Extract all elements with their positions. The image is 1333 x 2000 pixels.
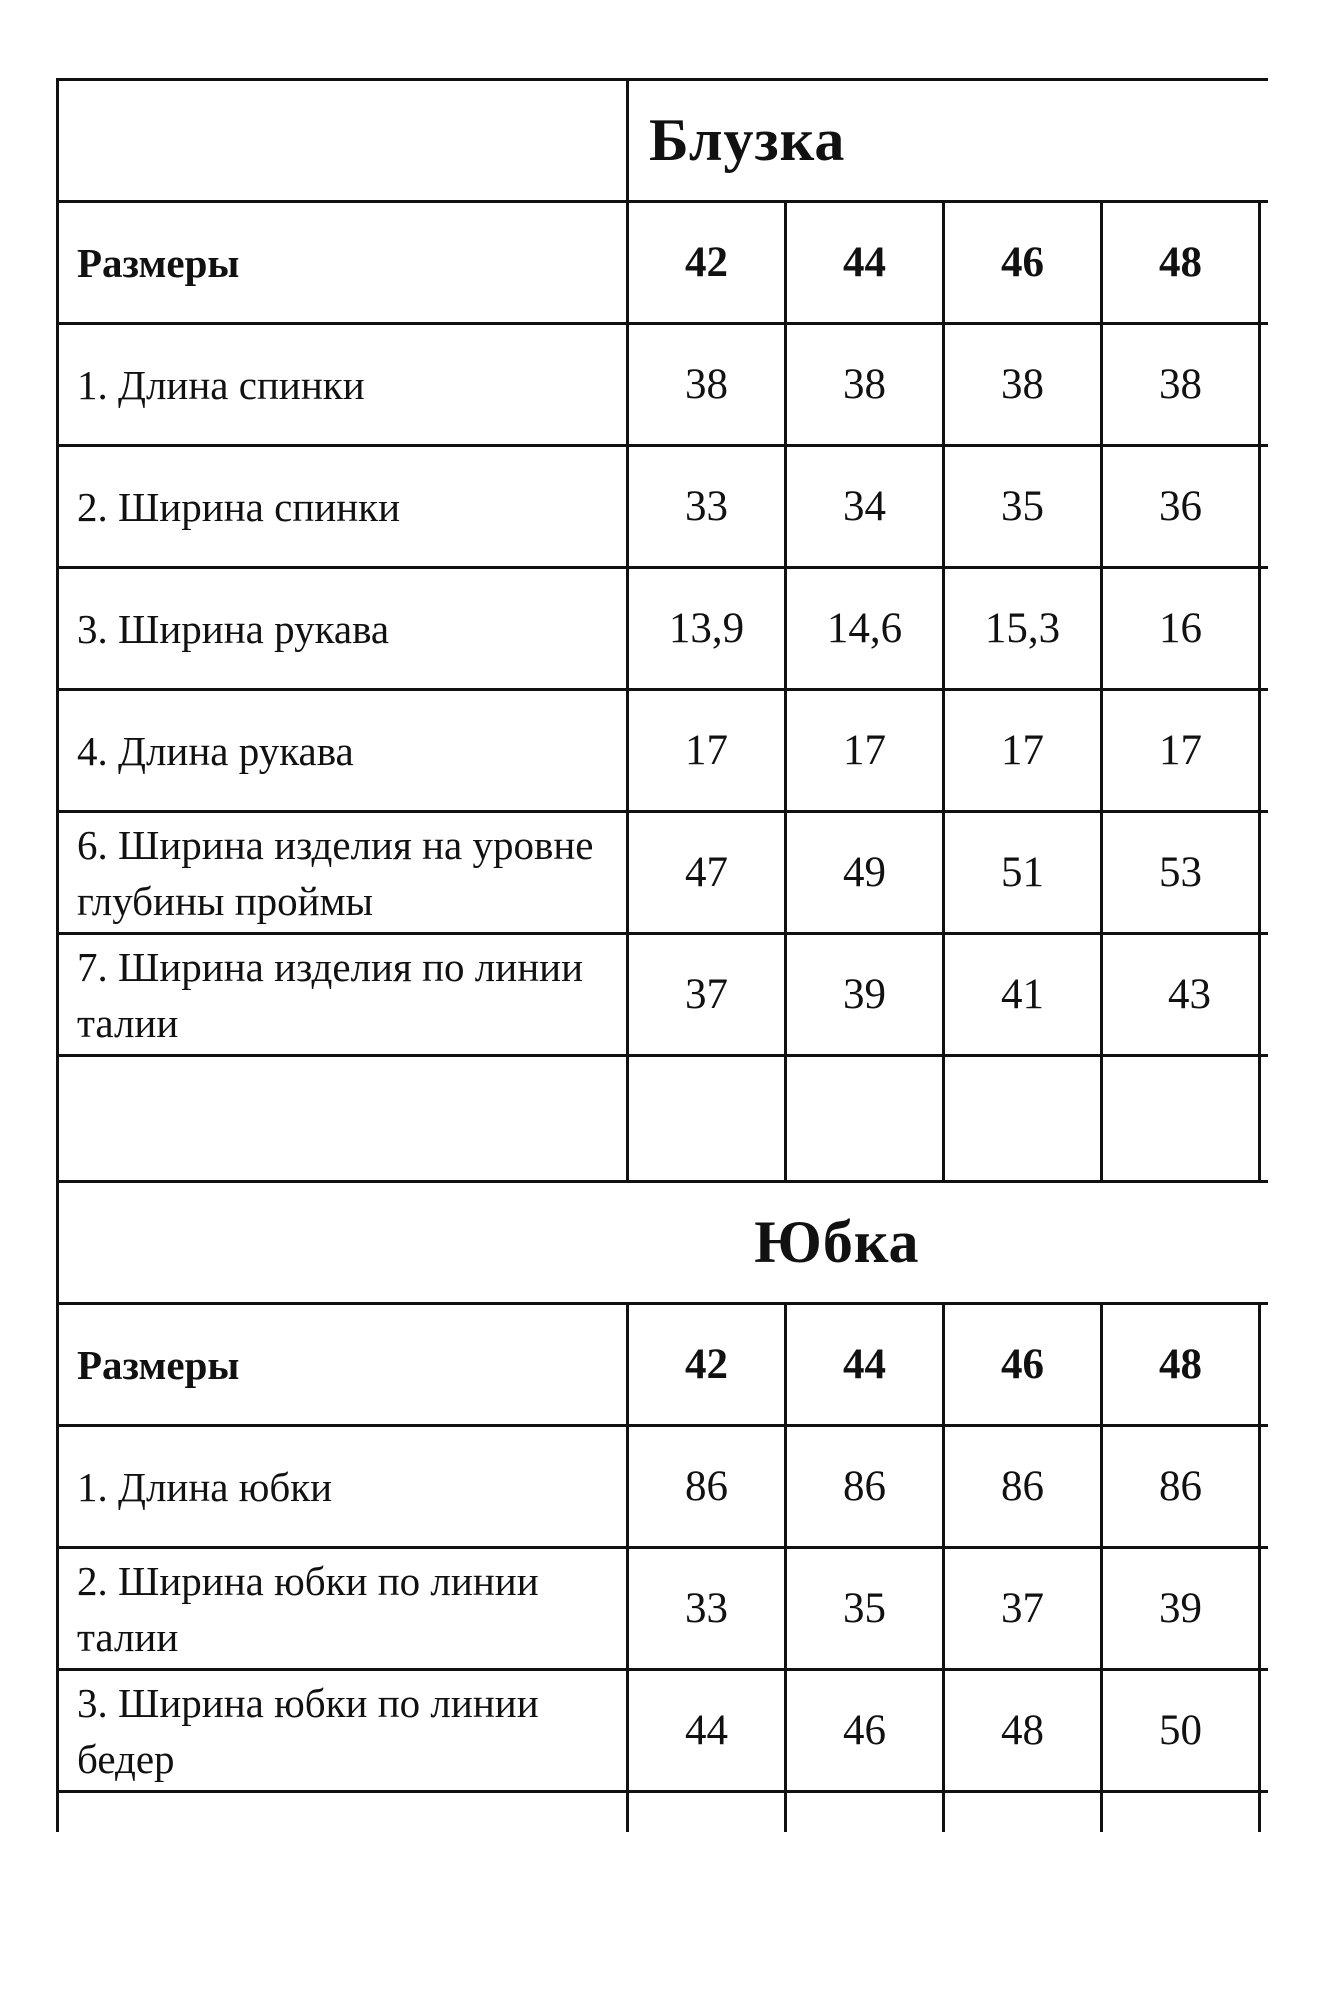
blouse-title-row [58, 80, 1269, 202]
blouse-title-cell [628, 80, 1260, 202]
skirt-extra-cell [1260, 1426, 1269, 1548]
empty-cell [628, 1056, 786, 1182]
skirt-sizes-header-row [58, 1304, 1269, 1426]
measurement-label: 2. Ширина спинки [58, 446, 628, 568]
measurement-value: 35 [786, 1548, 944, 1670]
measurement-value: 16 [1102, 568, 1260, 690]
measurement-value: 39 [1102, 1548, 1260, 1670]
measurement-value: 44 [628, 1670, 786, 1792]
blouse-extra-cell [1260, 568, 1269, 690]
empty-cell [1102, 1056, 1260, 1182]
blouse-extra-cell [1260, 202, 1269, 324]
measurement-value: 49 [786, 812, 944, 934]
measurement-value: 86 [786, 1426, 944, 1548]
measurement-label: 2. Ширина юбки по линии талии [58, 1548, 628, 1670]
measurement-label: 3. Ширина рукава [58, 568, 628, 690]
measurement-value: 37 [944, 1548, 1102, 1670]
empty-cell [1260, 1056, 1269, 1182]
skirt-size-header: 48 [1102, 1304, 1260, 1426]
measurement-label: 7. Ширина изделия по линии талии [58, 934, 628, 1056]
skirt-extra-cell [1260, 1548, 1269, 1670]
table-row [58, 1548, 1269, 1670]
skirt-extra-cell [1260, 1670, 1269, 1792]
blouse-extra-cell [1260, 690, 1269, 812]
size-chart-table [56, 78, 1268, 1832]
table-row [58, 1426, 1269, 1548]
measurement-value: 48 [944, 1670, 1102, 1792]
table-row [58, 1670, 1269, 1792]
skirt-title-row [58, 1182, 1269, 1304]
measurement-value: 53 [1102, 812, 1260, 934]
measurement-value: 43 [1102, 934, 1260, 1056]
blouse-title-blank-cell [58, 80, 628, 202]
measurement-value: 39 [786, 934, 944, 1056]
skirt-sizes-label: Размеры [58, 1304, 628, 1426]
blouse-empty-row [58, 1056, 1269, 1182]
measurement-value: 35 [944, 446, 1102, 568]
measurement-value: 34 [786, 446, 944, 568]
skirt-title-filler [1260, 1182, 1269, 1304]
table-row [58, 934, 1269, 1056]
measurement-value: 15,3 [944, 568, 1102, 690]
measurement-value: 36 [1102, 446, 1260, 568]
measurement-value: 37 [628, 934, 786, 1056]
blouse-size-header: 42 [628, 202, 786, 324]
measurement-label: 1. Длина спинки [58, 324, 628, 446]
cut-cell [58, 1792, 628, 1832]
skirt-size-header: 44 [786, 1304, 944, 1426]
blouse-size-header: 48 [1102, 202, 1260, 324]
empty-cell [944, 1056, 1102, 1182]
table-row [58, 690, 1269, 812]
cut-cell [944, 1792, 1102, 1832]
measurement-label: 4. Длина рукава [58, 690, 628, 812]
measurement-value: 86 [944, 1426, 1102, 1548]
blouse-title-filler [1260, 80, 1269, 202]
blouse-size-header: 44 [786, 202, 944, 324]
blouse-size-header: 46 [944, 202, 1102, 324]
blouse-extra-cell [1260, 324, 1269, 446]
skirt-title-cell [58, 1182, 1260, 1304]
table-row [58, 568, 1269, 690]
measurement-value: 13,9 [628, 568, 786, 690]
measurement-value: 38 [628, 324, 786, 446]
blouse-extra-cell [1260, 812, 1269, 934]
empty-cell [58, 1056, 628, 1182]
measurement-value: 51 [944, 812, 1102, 934]
measurement-value: 17 [628, 690, 786, 812]
cut-cell [1102, 1792, 1260, 1832]
measurement-value: 46 [786, 1670, 944, 1792]
measurement-value: 33 [628, 446, 786, 568]
measurement-label: 1. Длина юбки [58, 1426, 628, 1548]
skirt-size-header: 42 [628, 1304, 786, 1426]
measurement-value: 33 [628, 1548, 786, 1670]
cut-cell [1260, 1792, 1269, 1832]
measurement-value: 14,6 [786, 568, 944, 690]
measurement-value: 50 [1102, 1670, 1260, 1792]
blouse-sizes-header-row [58, 202, 1269, 324]
measurement-value: 47 [628, 812, 786, 934]
skirt-section-title: Юбка [754, 1209, 920, 1275]
table-cut-row [58, 1792, 1269, 1832]
skirt-extra-cell [1260, 1304, 1269, 1426]
table-row [58, 812, 1269, 934]
measurement-value: 17 [1102, 690, 1260, 812]
blouse-extra-cell [1260, 446, 1269, 568]
size-chart-sheet [56, 78, 1268, 1880]
measurement-value: 38 [1102, 324, 1260, 446]
cut-cell [786, 1792, 944, 1832]
blouse-extra-cell [1260, 934, 1269, 1056]
blouse-sizes-label: Размеры [58, 202, 628, 324]
table-row [58, 324, 1269, 446]
measurement-value: 38 [944, 324, 1102, 446]
measurement-value: 38 [786, 324, 944, 446]
measurement-label: 3. Ширина юбки по линии бедер [58, 1670, 628, 1792]
measurement-value: 86 [1102, 1426, 1260, 1548]
measurement-value: 86 [628, 1426, 786, 1548]
measurement-label: 6. Ширина изделия на уровне глубины проймы [58, 812, 628, 934]
blouse-section-title: Блузка [649, 107, 846, 173]
skirt-size-header: 46 [944, 1304, 1102, 1426]
measurement-value: 41 [944, 934, 1102, 1056]
empty-cell [786, 1056, 944, 1182]
measurement-value: 17 [786, 690, 944, 812]
measurement-value: 17 [944, 690, 1102, 812]
cut-cell [628, 1792, 786, 1832]
table-row [58, 446, 1269, 568]
